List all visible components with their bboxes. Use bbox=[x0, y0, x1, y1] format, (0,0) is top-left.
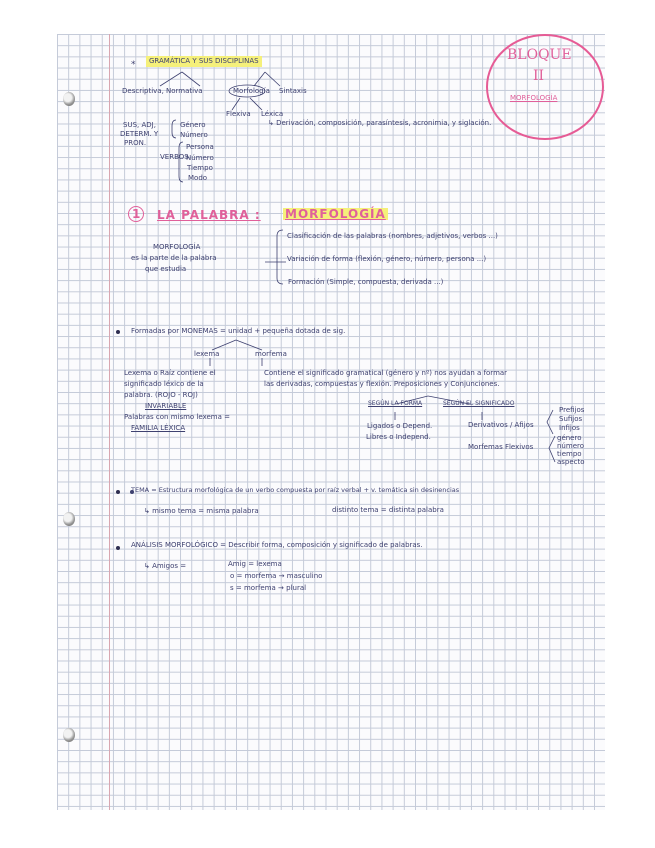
infijos-label: Infijos bbox=[559, 424, 580, 432]
morfema-desc-2: las derivadas, compuestas y flexión. Preposiciones y Conjunciones. bbox=[264, 380, 500, 388]
sufijos-label: Sufijos bbox=[559, 415, 583, 423]
morfologia-item-1: Clasificación de las palabras (nombres, adjetivos, verbos ...) bbox=[287, 232, 498, 240]
persona-label: Persona bbox=[186, 143, 214, 151]
segun-forma: SEGÚN LA FORMA bbox=[368, 400, 423, 407]
bullet bbox=[116, 546, 120, 550]
flex-numero: número bbox=[557, 442, 585, 450]
morfologia-def-2: es la parte de la palabra bbox=[131, 254, 217, 262]
sintaxis-label: Sintaxis bbox=[279, 87, 307, 95]
libres-label: Libres o Independ. bbox=[366, 433, 431, 441]
sus-adj-label: SUS, ADJ, bbox=[123, 121, 156, 129]
section-title: LA PALABRA : bbox=[157, 208, 261, 222]
analisis-row-3: s = morfema → plural bbox=[230, 584, 307, 592]
ligados-label: Ligados o Depend. bbox=[367, 422, 433, 430]
tema-sub-b: distinto tema = distinta palabra bbox=[332, 506, 444, 514]
lexema-desc-3: palabra. (ROJO - ROJ) bbox=[124, 391, 198, 399]
morfologia-item-3: Formación (Simple, compuesta, derivada ...) bbox=[288, 278, 444, 286]
numero2-label: Número bbox=[186, 154, 214, 162]
bullet bbox=[116, 330, 120, 334]
star-mark: * bbox=[131, 60, 136, 70]
familia-line-1: Palabras con mismo lexema = bbox=[124, 413, 231, 421]
flexivos-label: Morfemas Flexivos bbox=[468, 443, 534, 451]
analisis-line: ANÁLISIS MORFOLÓGICO = Describir forma, composición y significado de palabras. bbox=[131, 541, 423, 549]
lexica-processes: ↳ Derivación, composición, parasíntesis, acronimia, y siglación. bbox=[268, 119, 492, 127]
morfologia-def-1: MORFOLOGÍA bbox=[153, 243, 201, 251]
section-title-highlight: MORFOLOGÍA bbox=[285, 207, 386, 221]
lexema-label: lexema bbox=[194, 350, 220, 358]
morfologia-def-3: que estudia bbox=[145, 265, 187, 273]
tema-line: TEMA = Estructura morfológica de un verbo compuesta por raíz verbal + v. temática sin desinencias bbox=[131, 486, 460, 494]
derivativos-label: Derivativos / Afijos bbox=[468, 421, 534, 429]
familia-line-2: FAMILIA LÉXICA bbox=[131, 424, 186, 432]
descriptiva-label: Descriptiva, Normativa bbox=[122, 87, 203, 95]
morfema-label: morfema bbox=[255, 350, 287, 358]
bloque-number: II bbox=[533, 68, 545, 84]
flex-tiempo: tiempo bbox=[557, 450, 582, 458]
genero-label: Género bbox=[180, 121, 206, 129]
flex-aspecto: aspecto bbox=[557, 458, 585, 466]
tiempo-label: Tiempo bbox=[187, 164, 213, 172]
bloque-subtitle: MORFOLOGÍA bbox=[510, 94, 558, 102]
pron-label: PRON. bbox=[124, 139, 147, 147]
segun-significado: SEGÚN EL SIGNIFICADO bbox=[443, 400, 515, 407]
morfema-desc-1: Contiene el significado gramatical (género y nº) nos ayudan a formar bbox=[264, 369, 508, 377]
tema-sub-a: ↳ mismo tema = misma palabra bbox=[144, 507, 259, 515]
page-title: GRAMÁTICA Y SUS DISCIPLINAS bbox=[146, 56, 262, 67]
flexiva-label: Flexiva bbox=[226, 110, 251, 118]
determ-label: DETERM. Y bbox=[120, 130, 159, 138]
verbos-label: VERBOS bbox=[160, 153, 189, 161]
modo-label: Modo bbox=[188, 174, 208, 182]
prefijos-label: Prefijos bbox=[559, 406, 585, 414]
analisis-row-1: Amig = lexema bbox=[228, 560, 282, 568]
morfologia-node: Morfología bbox=[233, 87, 270, 95]
analisis-amigos: ↳ Amigos = bbox=[144, 562, 187, 570]
lexica-label: Léxica bbox=[261, 110, 284, 118]
morfologia-item-2: Variación de forma (flexión, género, número, persona ...) bbox=[287, 255, 487, 263]
analisis-row-2: o = morfema → masculino bbox=[230, 572, 323, 580]
lexema-desc-1: Lexema o Raíz contiene el bbox=[124, 369, 216, 377]
lexema-desc-2: significado léxico de la bbox=[124, 380, 204, 388]
bloque-title: BLOQUE bbox=[507, 47, 572, 63]
monemas-line: Formadas por MONEMAS = unidad + pequeña dotada de sig. bbox=[131, 327, 346, 335]
invariable-label: INVARIABLE bbox=[145, 402, 187, 410]
section-number: 1 bbox=[132, 207, 142, 221]
flex-genero: género bbox=[557, 434, 582, 442]
bullet bbox=[116, 490, 120, 494]
numero-label: Número bbox=[180, 131, 208, 139]
